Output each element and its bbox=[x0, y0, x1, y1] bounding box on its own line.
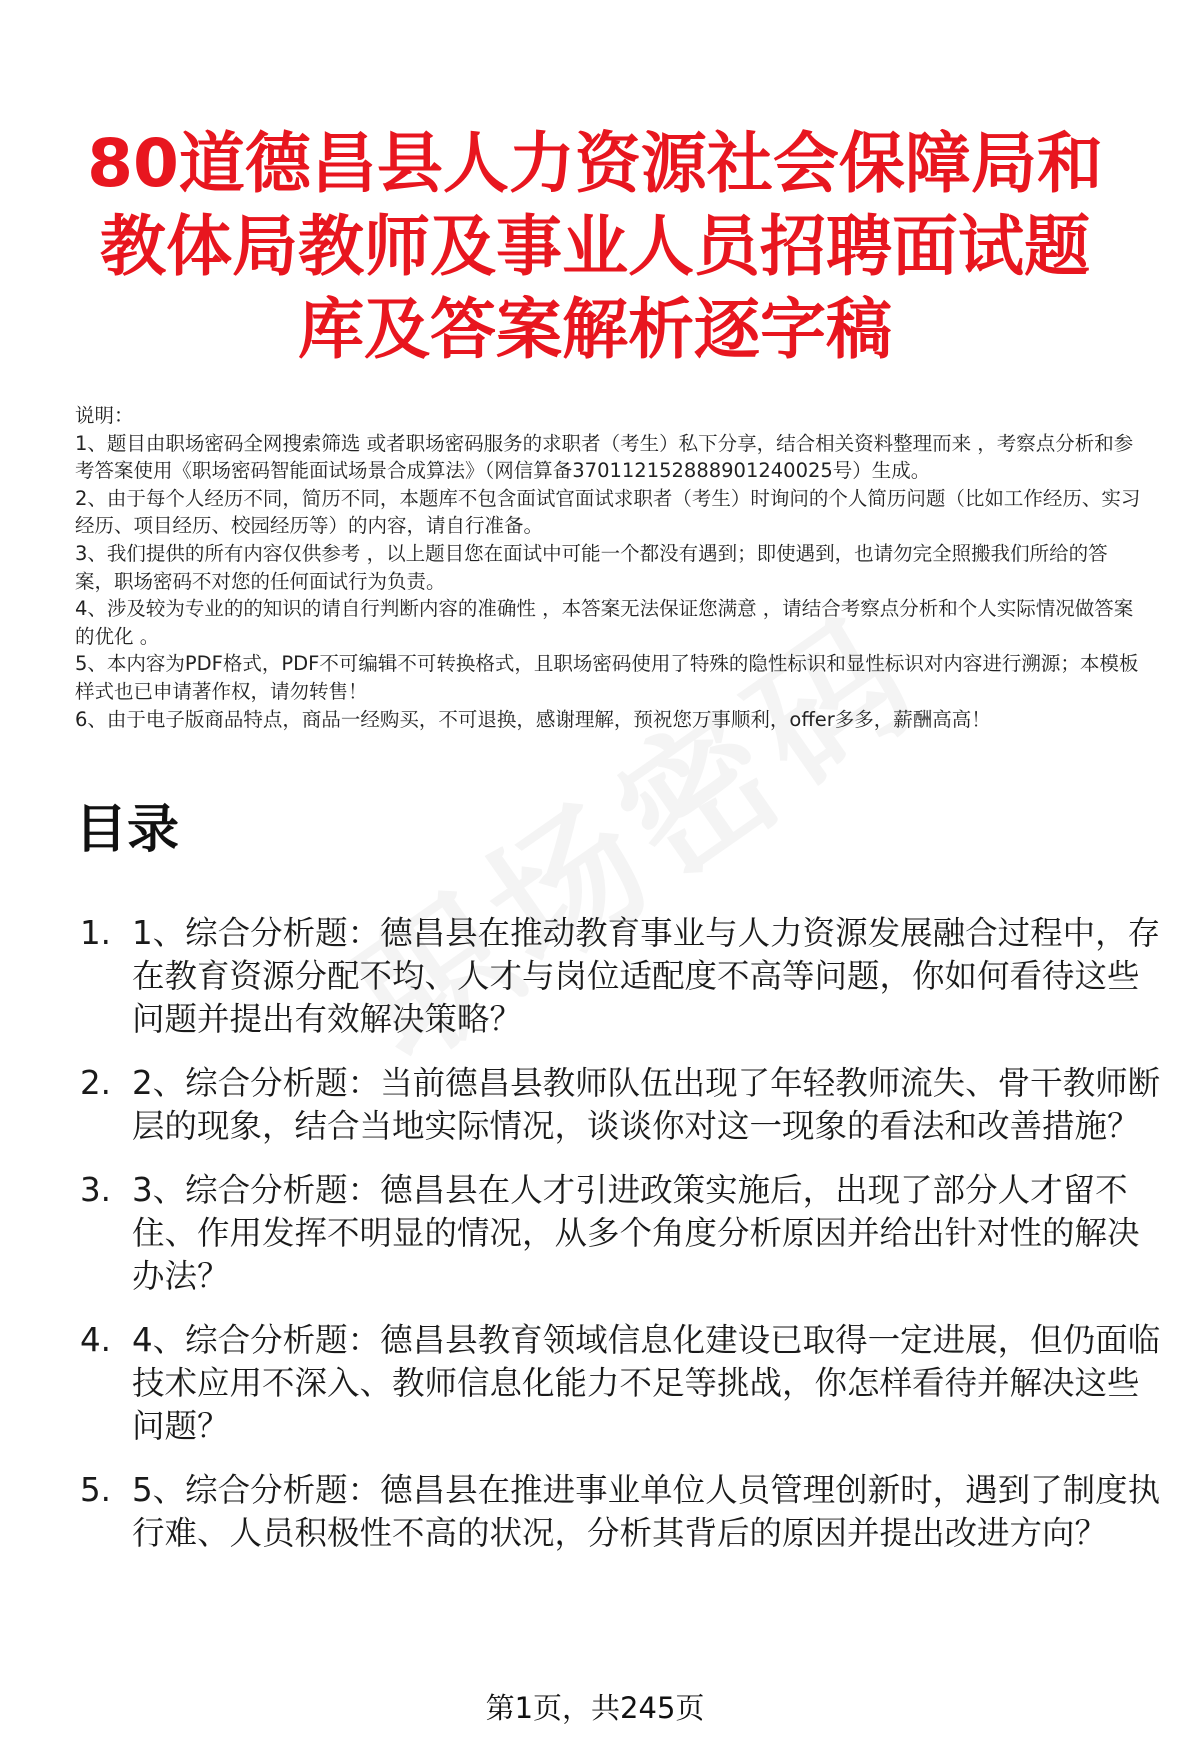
note-item: 4、涉及较为专业的的知识的请自行判断内容的准确性 ，本答案无法保证您满意 ，请结合考察点分析和个人实际情况做答案的优化 。 bbox=[75, 597, 1134, 648]
document-title: 80道德昌县人力资源社会保障局和教体局教师及事业人员招聘面试题库及答案解析逐字稿 bbox=[87, 125, 1103, 368]
page-footer: 第1页，共245页 bbox=[485, 1691, 705, 1725]
notes-section bbox=[75, 402, 1145, 733]
toc-item-text: 4、综合分析题：德昌县教育领域信息化建设已取得一定进展，但仍面临技术应用不深入、教师信息化能力不足等挑战，你怎样看待并解决这些问题？ bbox=[132, 1321, 1161, 1445]
toc-list bbox=[80, 912, 1170, 1576]
note-item: 5、本内容为PDF格式，PDF不可编辑不可转换格式，且职场密码使用了特殊的隐性标识和显性标识对内容进行溯源；本模板样式也已申请著作权，请勿转售！ bbox=[75, 652, 1139, 703]
toc-item-text: 1、综合分析题：德昌县在推动教育事业与人力资源发展融合过程中，存在教育资源分配不均、人才与岗位适配度不高等问题，你如何看待这些问题并提出有效解决策略？ bbox=[132, 914, 1161, 1038]
toc-item-number: 2. bbox=[80, 1064, 112, 1102]
note-item: 3、我们提供的所有内容仅供参考 ，以上题目您在面试中可能一个都没有遇到；即使遇到，也请勿完全照搬我们所给的答案，职场密码不对您的任何面试行为负责。 bbox=[75, 541, 1108, 593]
note-item: 6、由于电子版商品特点，商品一经购买，不可退换，感谢理解，预祝您万事顺利，offer多多，薪酬高高！ bbox=[75, 707, 991, 731]
toc-item[interactable] bbox=[80, 1062, 1170, 1148]
note-item: 1、题目由职场密码全网搜索筛选 或者职场密码服务的求职者（考生）私下分享，结合相关资料整理而来 ，考察点分析和参考答案使用《职场密码智能面试场景合成算法》（网信算备370112152888901240025号）生成。 bbox=[75, 431, 1134, 483]
toc-item-text: 2、综合分析题：当前德昌县教师队伍出现了年轻教师流失、骨干教师断层的现象，结合当地实际情况，谈谈你对这一现象的看法和改善措施？ bbox=[132, 1064, 1161, 1145]
toc-item-text: 5、综合分析题：德昌县在推进事业单位人员管理创新时，遇到了制度执行难、人员积极性不高的状况，分析其背后的原因并提出改进方向？ bbox=[132, 1471, 1161, 1552]
toc-item-number: 5. bbox=[80, 1471, 112, 1509]
toc-heading: 目录 bbox=[75, 800, 180, 860]
toc-item[interactable] bbox=[80, 1469, 1170, 1555]
toc-item[interactable] bbox=[80, 1319, 1170, 1448]
notes-heading: 说明： bbox=[75, 404, 134, 427]
toc-item[interactable] bbox=[80, 1169, 1170, 1298]
toc-item-number: 1. bbox=[80, 914, 112, 952]
toc-item-text: 3、综合分析题：德昌县在人才引进政策实施后，出现了部分人才留不住、作用发挥不明显的情况，从多个角度分析原因并给出针对性的解决办法？ bbox=[132, 1171, 1140, 1295]
note-item: 2、由于每个人经历不同，简历不同，本题库不包含面试官面试求职者（考生）时询问的个人简历问题（比如工作经历、实习经历、项目经历、校园经历等）的内容，请自行准备。 bbox=[75, 486, 1141, 538]
toc-item[interactable] bbox=[80, 912, 1170, 1041]
toc-item-number: 4. bbox=[80, 1321, 112, 1359]
toc-item-number: 3. bbox=[80, 1171, 112, 1209]
